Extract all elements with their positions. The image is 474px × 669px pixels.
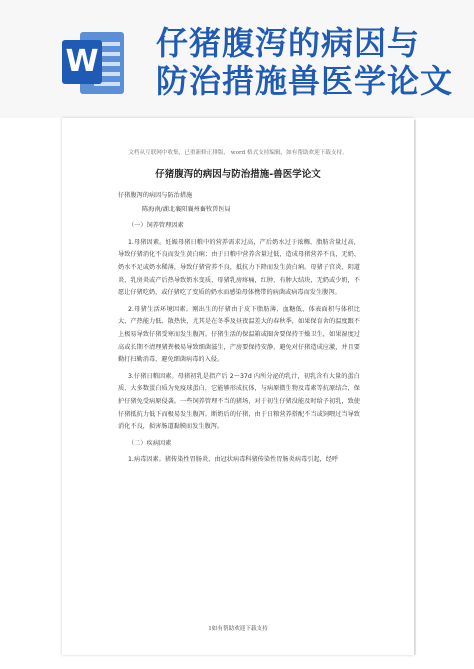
banner-title-line-2: 防治措施兽医学论文 <box>156 62 454 100</box>
paragraph-1: 1.母猪因素。妊娠母猪日粮中的营养需求过高，产后奶水过于浓稠、脂肪含量过高，导致仔猪消化不良而发生黄白痢；由于日粮中营养含量过低，造成母猪营养不良，无奶、奶水不足或奶水稀薄，导致仔猪营养不良，抵抗力下降而发生黄白痢。母猪子宫炎、阴道炎、乳房炎或产后热导致奶水变质，母猪乳房疼痛，红肿，有肿大结块，无奶或少奶，不愿让仔猪吃奶，或仔猪吃了变质的奶水而感染母体携带的病菌或病毒而发生腹泻。 <box>118 238 360 297</box>
document-author: 陈海南/湖北襄阳襄州畜牧兽医局 <box>142 205 231 213</box>
paragraph-2: 2.母猪生活环境因素。刚出生的仔猪由于皮下脂肪薄、血糖低、体表面积与体积比大、产热能力低、散热快，尤其是在冬季及昼夜温差大的春秋季，如果保育舍的温度跟不上极易导致仔猪受寒而发生腹泻。仔猪生活的保温箱或圈舍要保持干燥卫生，如果湿度过高或长期不清理猪粪极易导致细菌滋生，产房要保持安静，避免对仔猪造成应激，并且要勤打扫勤消毒，避免细菌病毒的入侵。 <box>118 305 360 364</box>
banner-title-line-1: 仔猪腹泻的病因与 <box>156 24 421 62</box>
word-icon-letter: W <box>62 40 102 84</box>
document-body <box>118 190 360 467</box>
word-doc-icon <box>62 30 124 96</box>
banner <box>0 0 474 118</box>
paragraph-3: 3.仔猪日粮因素。母猪初乳是指产后 2～37d 内所分泌的乳汁，初乳含有大量的蛋白质、大多数蛋白质为免疫球蛋白，它能够形成抗体，与病原微生物及毒素等抗原结合，保护仔猪免受病原侵袭。一些饲养管理不当的猪场，对于初生仔猪没能及时给予初乳，致使仔猪抵抗力低下而极易发生腹泻。断奶后的仔猪，由于日粮营养搭配不当或饲喂过当导致消化不良，损害肠道黏膜而发生腹泻。 <box>118 372 360 431</box>
document-title: 仔猪腹泻的病因与防治措施-兽医学论文 <box>155 169 321 180</box>
page-footer: 1如有帮助欢迎下载支持 <box>208 626 268 632</box>
paragraph-4: 1.病毒因素。猪传染性胃肠炎，由冠状病毒科猪传染性胃肠炎病毒引起，经呼 <box>128 456 339 464</box>
download-notice: 文档从互联网中收集，已重新修正排版， word 格式支持编辑，如有帮助欢迎下载支持。 <box>128 150 348 156</box>
section-heading-2: （二）疾病因素 <box>128 439 172 447</box>
document-subtitle: 仔猪腹泻的病因与防治措施 <box>118 192 193 199</box>
document-page <box>62 118 414 655</box>
section-heading-1: （一）饲养管理因素 <box>128 222 184 230</box>
